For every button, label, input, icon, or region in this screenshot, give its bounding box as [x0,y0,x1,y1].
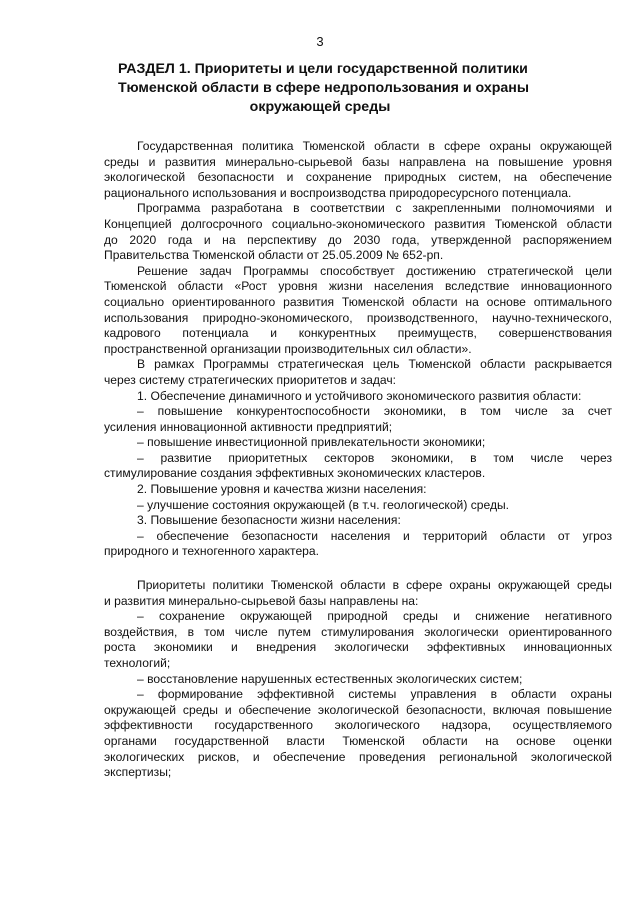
text-line: стимулирование создания эффективных экономических кластеров. [104,466,486,481]
list-item: 2. Повышение уровня и качества жизни населения: [137,482,427,497]
text-line: Приоритеты политики Тюменской области в сфере охраны окружающей среды [137,578,612,593]
text-line: Концепцией долгосрочного социально-экономического развития Тюменской области [104,216,612,231]
text-line: органами государственной власти Тюменской области на основе оценки [104,733,612,748]
text-line: Программа разработана в соответствии с закрепленными полномочиями и [137,201,612,216]
text-line: окружающей среды и обеспечение экологической безопасности, включая повышение [104,702,612,717]
text-line: экспертизы; [104,765,172,780]
text-line: среды и развития минерально-сырьевой базы направлена на повышение уровня [104,154,612,169]
list-item: 3. Повышение безопасности жизни населения: [137,513,401,528]
list-item: – улучшение состояния окружающей (в т.ч. геологической) среды. [137,497,510,512]
text-line: до 2020 года и на перспективу до 2030 года, утвержденной распоряжением [104,232,612,247]
list-item: – сохранение окружающей природной среды и снижение негативного [137,609,612,624]
text-line: эффективности государственного экологического надзора, осуществляемого [104,718,612,733]
text-line: Решение задач Программы способствует достижению стратегической цели [137,263,612,278]
text-line: Государственная политика Тюменской области в сфере охраны окружающей [137,139,612,153]
list-item: – повышение инвестиционной привлекательности экономики; [137,435,486,450]
paragraph-gap [104,560,612,578]
text-line: технологий; [104,656,171,670]
text-line: Правительства Тюменской области от 25.05.2009 № 652-рп. [104,248,444,263]
document-body [104,139,612,781]
heading-line: РАЗДЕЛ 1. Приоритеты и цели государственной политики [118,61,528,77]
list-item: – восстановление нарушенных естественных экологических систем; [137,671,523,686]
list-item: – формирование эффективной системы управления в области охраны [137,687,612,702]
text-line: Тюменской области «Рост уровня жизни населения вследствие инновационного [104,279,612,294]
page-number: 3 [316,34,324,49]
text-line: рационального использования и воспроизводства природоресурсного потенциала. [104,185,572,200]
text-line: воздействия, в том числе путем стимулирования экологически ориентированного [104,624,612,639]
text-line: социально ориентированного развития Тюменской области на основе оптимального [104,294,612,309]
text-line: усиления инновационной активности предприятий; [104,419,393,434]
text-line: природного и техногенного характера. [104,544,319,559]
list-item: – развитие приоритетных секторов экономики, в том числе через [137,450,612,465]
heading-line: окружающей среды [249,99,391,115]
text-line: В рамках Программы стратегическая цель Тюменской области раскрывается [137,357,612,372]
section-heading [118,60,529,117]
list-item: – обеспечение безопасности населения и территорий области от угроз [137,528,612,543]
text-line: экологической безопасности и сохранение природных систем, на обеспечение [104,170,612,185]
heading-line: Тюменской области в сфере недропользования и охраны [118,80,529,96]
text-line: кадрового потенциала и конкурентных преимуществ, совершенствования [104,326,612,341]
text-line: через систему стратегических приоритетов и задач: [104,372,396,387]
list-item: – повышение конкурентоспособности экономики, в том числе за счет [137,404,612,419]
text-line: пространственной организации производительных сил области». [104,341,472,356]
text-line: и развития минерально-сырьевой базы направлены на: [104,593,419,608]
text-line: использования природно-экономического, производственного, научно-технического, [104,310,612,325]
text-line: роста экономики и внедрения экологически эффективных инновационных [104,640,612,655]
list-item: 1. Обеспечение динамичного и устойчивого экономического развития области: [137,388,582,403]
text-line: экологических рисков, и обеспечение проведения региональной экологической [104,749,612,764]
